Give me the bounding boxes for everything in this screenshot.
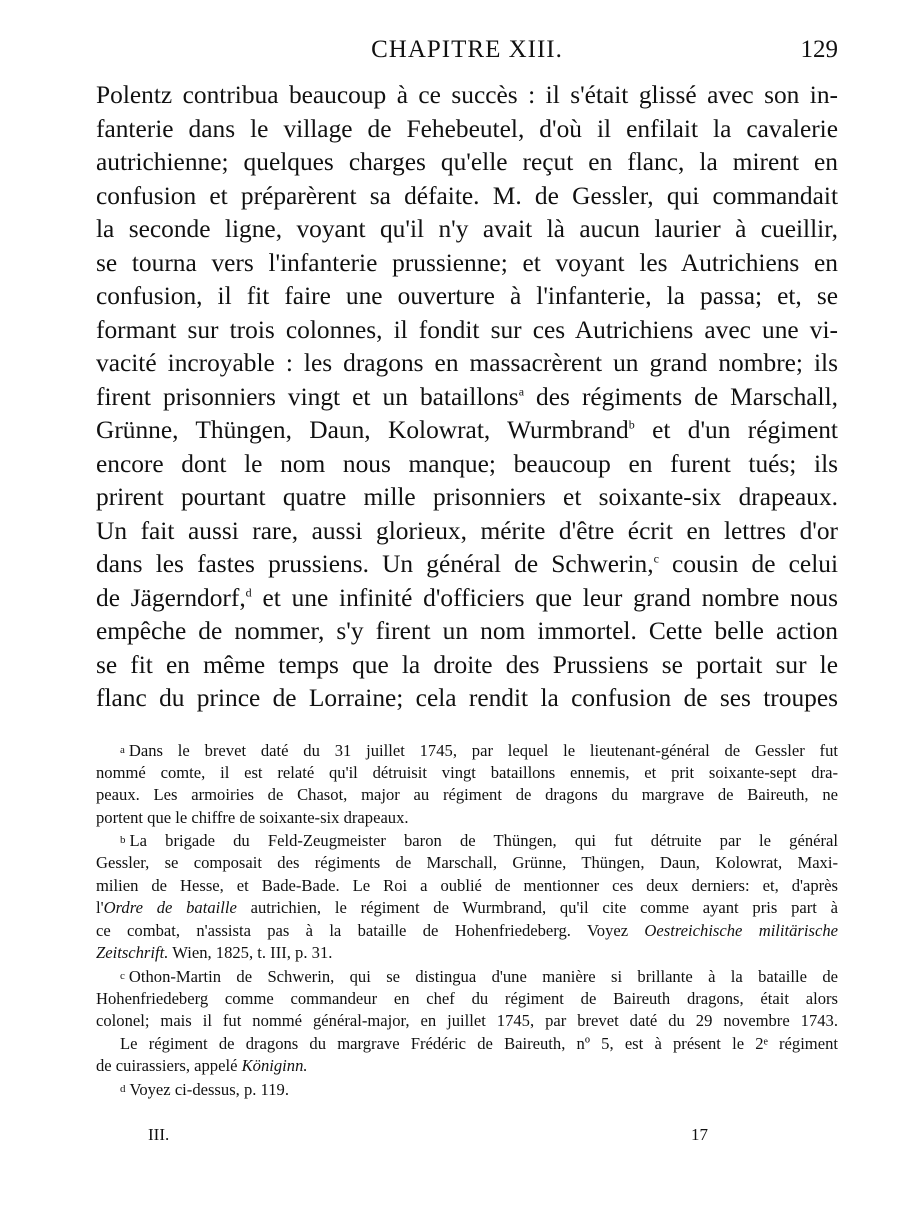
footnote-text: Dans le brevet daté du 31 juillet 1745, par lequel le lieutenant-général de Gessler fut [128,741,838,760]
text-line [96,414,838,448]
footnote-a-line: peaux. Les armoiries de Chasot, major au régiment de dragons du margrave de Baireuth, ne [96,785,838,805]
footnote-text: Wien, 1825, t. III, p. 31. [168,943,333,963]
footnote-text: La brigade du Feld-Zeugmeister baron de Thüngen, qui fut détruite par le général [129,831,838,851]
text-segment: dans les fastes prussiens. Un général de Schwerin, [96,550,654,578]
footnote-marker-c: c [120,969,125,982]
signature-mark: 17 [691,1125,708,1144]
text-segment: Grünne, Thüngen, Daun, Kolowrat, Wurmbrand [96,416,629,444]
text-line [96,548,838,582]
footnote-b-line [96,897,838,920]
footnote-d-line [96,1078,838,1101]
text-line: empêche de nommer, s'y firent un nom immortel. Cette belle action [96,617,838,645]
work-title: Ordre de bataille [103,898,237,918]
footnote-text: ce combat, n'assista pas à la bataille de Hohenfriedeberg. Voyez [96,920,645,940]
footnote-ref-a[interactable]: a [518,384,525,399]
text-line: vacité incroyable : les dragons en massacrèrent un grand nombre; ils [96,349,838,377]
text-line: se fit en même temps que la droite des Prussiens se portait sur le [96,650,838,679]
footnote-c-line: Le régiment de dragons du margrave Frédéric de Baireuth, nº 5, est à présent le 2ᵉ régiment [120,1033,838,1053]
footnote-b-line [96,829,838,852]
footnote-text: autrichien, le régiment de Wurmbrand, qu'il cite comme ayant pris part à [236,898,838,918]
work-title: Oestreichische militärische [644,920,838,940]
text-segment: cousin de celui [658,550,838,578]
text-line: Un fait aussi rare, aussi glorieux, mérite d'être écrit en lettres d'or [96,516,838,545]
text-line: Polentz contribua beaucoup à ce succès : il s'était glissé avec son in- [96,81,838,109]
footnote-text: de cuirassiers, appelé [96,1056,242,1076]
text-line: flanc du prince de Lorraine; cela rendit la confusion de ses troupes [96,684,838,712]
footnote-b-line [96,942,838,965]
text-line: autrichienne; quelques charges qu'elle reçut en flanc, la mirent en [96,148,838,176]
text-line: formant sur trois colonnes, il fondit sur ces Autrichiens avec une vi- [96,315,838,344]
work-title: Zeitschrift. [96,943,169,963]
page-footer [148,1125,708,1151]
text-segment: de Jägerndorf, [96,583,246,612]
footnote-marker-b: b [120,834,126,847]
footnote-c-line [96,965,838,988]
volume-mark: III. [148,1125,170,1144]
text-segment: des régiments de Marschall, [524,382,839,411]
footnote-marker-d: d [120,1082,126,1095]
text-segment: firent prisonniers vingt et un bataillons [96,382,519,411]
footnote-c-line: colonel; mais il fut nommé général-major, en juillet 1745, par brevet daté du 29 novembre 1743. [96,1011,838,1031]
footnote-c-line [96,1055,838,1078]
footnote-text: Voyez ci-dessus, p. 119. [129,1079,289,1099]
text-line: la seconde ligne, voyant qu'il n'y avait là aucun laurier à cueillir, [96,215,838,243]
footnote-text: l' [96,898,104,918]
text-line: fanterie dans le village de Fehebeutel, d'où il enfilait la cavalerie [96,114,838,143]
text-line: encore dont le nom nous manque; beaucoup en furent tués; ils [96,449,838,478]
footnote-ref-b[interactable]: b [628,417,635,432]
text-segment: et une infinité d'officiers que leur grand nombre nous [251,583,838,612]
footnote-a-line [96,739,838,762]
footnote-b-line: Gessler, se composait des régiments de Marschall, Grünne, Thüngen, Daun, Kolowrat, Maxi- [96,852,838,872]
footnotes [96,739,838,1101]
footnote-a-line: nommé comte, il est relaté qu'il détruisit vingt bataillons ennemis, et prit soixante-sept dra- [96,762,838,782]
footnote-marker-a: a [120,744,125,756]
footnote-text: Othon-Martin de Schwerin, qui se distingua d'une manière si brillante à la bataille de [128,966,838,986]
text-line: se tourna vers l'infanterie prussienne; et voyant les Autrichiens en [96,248,838,277]
text-line [96,381,838,415]
footnote-ref-d[interactable]: d [245,585,252,600]
footnote-a-line: portent que le chiffre de soixante-six drapeaux. [96,807,409,827]
text-segment: et d'un régiment [634,416,838,444]
text-line: prirent pourtant quatre mille prisonniers et soixante-six drapeaux. [96,483,838,511]
footnote-b-line: milien de Hesse, et Bade-Bade. Le Roi a oublié de mentionner ces deux derniers: et, d'après [96,875,838,895]
text-line: confusion et préparèrent sa défaite. M. de Gessler, qui commandait [96,181,838,210]
footnote-c-line: Hohenfriedeberg comme commandeur en chef du régiment de Baireuth dragons, était alors [96,988,838,1008]
page-number: 129 [800,36,838,63]
footnote-b-line [96,920,838,943]
text-line: confusion, il fit faire une ouverture à l'infanterie, la passa; et, se [96,282,838,310]
text-line [96,582,838,616]
main-text [96,79,838,716]
chapter-title: CHAPITRE XIII. [371,36,563,63]
running-head [96,36,838,72]
footnote-ref-c[interactable]: c [653,551,659,566]
work-title: Königinn. [241,1056,308,1076]
